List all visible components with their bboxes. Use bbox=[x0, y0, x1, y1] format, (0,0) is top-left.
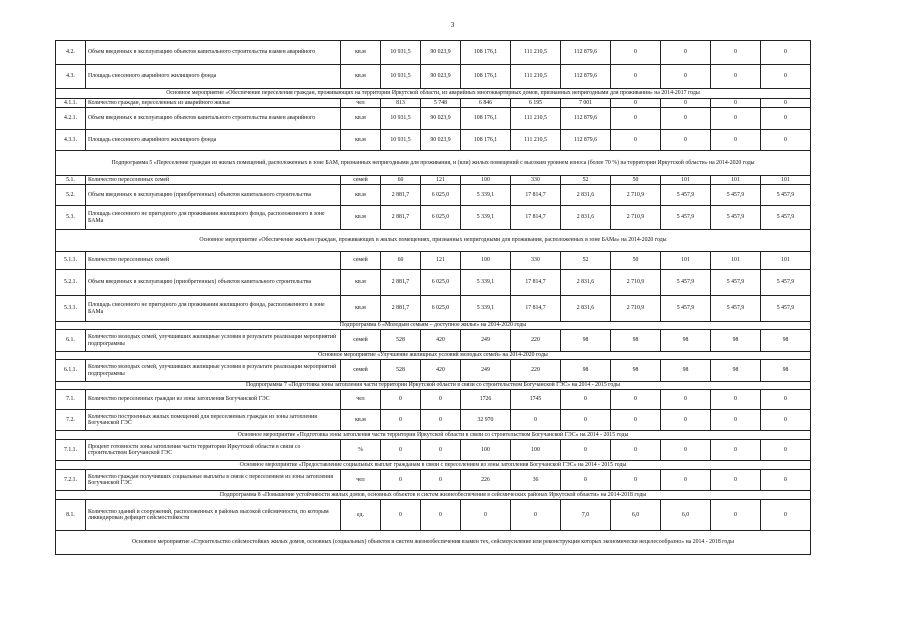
section-title: Основное мероприятие «Предоставление социальных выплат гражданам в связи с переселением из зоны затопления Богучанской ГЭС» на 2014 - 2015 годы bbox=[56, 461, 811, 470]
section-title: Основное мероприятие «Обеспечение жильем граждан, проживающих в жилых помещениях, признанных непригодными для проживания, расположенных в зоне БАМа» на 2014-2020 годы bbox=[56, 230, 811, 252]
unit-cell: кв.м bbox=[341, 270, 381, 296]
value-cell: 0 bbox=[661, 440, 711, 461]
value-cell: 101 bbox=[711, 252, 761, 270]
indicator-name: Количество построенных жилых помещений для переселяемых граждан из зоны затопления Богучанской ГЭС bbox=[86, 410, 341, 431]
value-cell: 60 bbox=[381, 176, 421, 185]
value-cell: 0 bbox=[711, 65, 761, 89]
value-cell: 0 bbox=[711, 440, 761, 461]
value-cell: 5 339,1 bbox=[461, 206, 511, 230]
section-header-row bbox=[56, 531, 811, 555]
section-title: Подпрограмма 6 «Молодым семьям – доступное жилье» на 2014-2020 годы bbox=[56, 322, 811, 330]
section-header-row bbox=[56, 491, 811, 500]
value-cell: 0 bbox=[421, 410, 461, 431]
value-cell: 17 814,7 bbox=[511, 296, 561, 322]
value-cell: 2 710,9 bbox=[611, 185, 661, 206]
value-cell: 226 bbox=[461, 470, 511, 491]
value-cell: 1745 bbox=[511, 390, 561, 410]
value-cell: 0 bbox=[711, 390, 761, 410]
value-cell: 6 025,0 bbox=[421, 206, 461, 230]
value-cell: 5 457,9 bbox=[661, 296, 711, 322]
value-cell: 0 bbox=[511, 410, 561, 431]
section-title: Основное мероприятие «Подготовка зоны затопления части территории Иркутской области в связи со строительством Богучанской ГЭС» на 2014 - 2015 годы bbox=[56, 431, 811, 440]
value-cell: 0 bbox=[761, 41, 811, 65]
section-title: Подпрограмма 7 «Подготовка зоны затопления части территории Иркутской области в связи со строительством Богучанской ГЭС» на 2014 - 2015 годы bbox=[56, 382, 811, 390]
value-cell: 0 bbox=[661, 390, 711, 410]
unit-cell: семей bbox=[341, 176, 381, 185]
table-row bbox=[56, 252, 811, 270]
value-cell: 98 bbox=[711, 360, 761, 382]
value-cell: 111 210,5 bbox=[511, 41, 561, 65]
value-cell: 2 831,6 bbox=[561, 270, 611, 296]
value-cell: 5 457,9 bbox=[761, 270, 811, 296]
value-cell: 98 bbox=[761, 330, 811, 352]
value-cell: 0 bbox=[561, 410, 611, 431]
row-number: 7.1.1. bbox=[56, 440, 86, 461]
value-cell: 2 710,9 bbox=[611, 296, 661, 322]
row-number: 4.3.1. bbox=[56, 130, 86, 151]
value-cell: 0 bbox=[761, 410, 811, 431]
value-cell: 7 001 bbox=[561, 99, 611, 108]
table-row bbox=[56, 296, 811, 322]
value-cell: 0 bbox=[711, 410, 761, 431]
table-row bbox=[56, 108, 811, 130]
value-cell: 98 bbox=[611, 360, 661, 382]
table-row bbox=[56, 176, 811, 185]
value-cell: 98 bbox=[711, 330, 761, 352]
value-cell: 17 814,7 bbox=[511, 206, 561, 230]
row-number: 4.1.1. bbox=[56, 99, 86, 108]
section-title: Подпрограмма 5 «Переселение граждан из жилых помещений, расположенных в зоне БАМ, признанных непригодными для проживания, и (или) жилых помещений с высоким уровнем износа (более 70 %) на территории Иркутской области» на 2014-2020 годы bbox=[56, 151, 811, 176]
unit-cell: чел bbox=[341, 390, 381, 410]
value-cell: 0 bbox=[561, 390, 611, 410]
value-cell: 6 025,0 bbox=[421, 296, 461, 322]
unit-cell: семей bbox=[341, 330, 381, 352]
section-header-row bbox=[56, 461, 811, 470]
value-cell: 5 339,1 bbox=[461, 296, 511, 322]
row-number: 7.1. bbox=[56, 390, 86, 410]
indicator-name: Количество переселенных граждан из зоны затопления Богучанской ГЭС bbox=[86, 390, 341, 410]
value-cell: 98 bbox=[611, 330, 661, 352]
table-row bbox=[56, 330, 811, 352]
section-header-row bbox=[56, 151, 811, 176]
value-cell: 0 bbox=[761, 500, 811, 531]
value-cell: 0 bbox=[381, 500, 421, 531]
value-cell: 6 025,0 bbox=[421, 185, 461, 206]
row-number: 7.2.1. bbox=[56, 470, 86, 491]
value-cell: 2 881,7 bbox=[381, 296, 421, 322]
value-cell: 0 bbox=[611, 390, 661, 410]
unit-cell: кв.м bbox=[341, 108, 381, 130]
value-cell: 0 bbox=[661, 65, 711, 89]
value-cell: 5 457,9 bbox=[711, 296, 761, 322]
value-cell: 0 bbox=[761, 440, 811, 461]
table-row bbox=[56, 390, 811, 410]
section-title: Подпрограмма 8 «Повышение устойчивости жилых домов, основных объектов и систем жизнеобеспечения в сейсмических районах Иркутской области» на 2014-2018 годы bbox=[56, 491, 811, 500]
row-number: 6.1. bbox=[56, 330, 86, 352]
value-cell: 108 176,1 bbox=[461, 108, 511, 130]
indicator-name: Объем введенных в эксплуатацию (приобретенных) объектов капитального строительства bbox=[86, 270, 341, 296]
section-header-row bbox=[56, 322, 811, 330]
value-cell: 101 bbox=[761, 176, 811, 185]
unit-cell: чел bbox=[341, 99, 381, 108]
value-cell: 17 814,7 bbox=[511, 185, 561, 206]
value-cell: 98 bbox=[761, 360, 811, 382]
value-cell: 121 bbox=[421, 252, 461, 270]
table-row bbox=[56, 470, 811, 491]
value-cell: 0 bbox=[661, 99, 711, 108]
value-cell: 249 bbox=[461, 330, 511, 352]
unit-cell: кв.м bbox=[341, 41, 381, 65]
value-cell: 220 bbox=[511, 330, 561, 352]
value-cell: 108 176,1 bbox=[461, 130, 511, 151]
value-cell: 100 bbox=[461, 440, 511, 461]
value-cell: 36 bbox=[511, 470, 561, 491]
indicator-name: Количество молодых семей, улучшивших жилищные условия в результате реализации мероприятий подпрограммы bbox=[86, 360, 341, 382]
value-cell: 249 bbox=[461, 360, 511, 382]
value-cell: 5 457,9 bbox=[661, 206, 711, 230]
value-cell: 0 bbox=[381, 440, 421, 461]
value-cell: 6,0 bbox=[611, 500, 661, 531]
value-cell: 98 bbox=[661, 360, 711, 382]
value-cell: 0 bbox=[381, 390, 421, 410]
value-cell: 0 bbox=[761, 108, 811, 130]
value-cell: 0 bbox=[461, 500, 511, 531]
indicator-name: Площадь снесенного аварийного жилищного фонда bbox=[86, 65, 341, 89]
value-cell: 0 bbox=[661, 108, 711, 130]
table-row bbox=[56, 130, 811, 151]
value-cell: 108 176,1 bbox=[461, 65, 511, 89]
unit-cell: чел bbox=[341, 470, 381, 491]
value-cell: 6,0 bbox=[661, 500, 711, 531]
value-cell: 0 bbox=[661, 410, 711, 431]
value-cell: 0 bbox=[561, 470, 611, 491]
value-cell: 528 bbox=[381, 330, 421, 352]
value-cell: 0 bbox=[421, 440, 461, 461]
value-cell: 112 879,6 bbox=[561, 130, 611, 151]
value-cell: 2 881,7 bbox=[381, 270, 421, 296]
value-cell: 0 bbox=[611, 65, 661, 89]
value-cell: 0 bbox=[381, 410, 421, 431]
value-cell: 0 bbox=[421, 500, 461, 531]
value-cell: 98 bbox=[561, 330, 611, 352]
value-cell: 0 bbox=[381, 470, 421, 491]
unit-cell: кв.м bbox=[341, 410, 381, 431]
value-cell: 0 bbox=[711, 130, 761, 151]
row-number: 4.3. bbox=[56, 65, 86, 89]
value-cell: 101 bbox=[661, 252, 711, 270]
value-cell: 0 bbox=[761, 65, 811, 89]
value-cell: 0 bbox=[611, 108, 661, 130]
indicator-name: Объем введенных в эксплуатацию объектов капитального строительства взамен аварийного bbox=[86, 41, 341, 65]
value-cell: 5 457,9 bbox=[761, 185, 811, 206]
unit-cell: % bbox=[341, 440, 381, 461]
value-cell: 5 457,9 bbox=[761, 296, 811, 322]
value-cell: 5 457,9 bbox=[711, 185, 761, 206]
unit-cell: кв.м bbox=[341, 206, 381, 230]
value-cell: 0 bbox=[711, 500, 761, 531]
value-cell: 0 bbox=[661, 130, 711, 151]
row-number: 5.2. bbox=[56, 185, 86, 206]
table-row bbox=[56, 440, 811, 461]
value-cell: 330 bbox=[511, 176, 561, 185]
table-row bbox=[56, 41, 811, 65]
unit-cell: семей bbox=[341, 360, 381, 382]
value-cell: 90 023,9 bbox=[421, 41, 461, 65]
row-number: 5.1. bbox=[56, 176, 86, 185]
value-cell: 2 831,6 bbox=[561, 185, 611, 206]
value-cell: 50 bbox=[611, 252, 661, 270]
row-number: 6.1.1. bbox=[56, 360, 86, 382]
value-cell: 0 bbox=[711, 99, 761, 108]
indicator-name: Количество граждан, переселенных из аварийного жилья bbox=[86, 99, 341, 108]
value-cell: 0 bbox=[611, 99, 661, 108]
value-cell: 112 879,6 bbox=[561, 41, 611, 65]
value-cell: 10 931,5 bbox=[381, 108, 421, 130]
value-cell: 2 710,9 bbox=[611, 206, 661, 230]
value-cell: 0 bbox=[661, 470, 711, 491]
value-cell: 2 881,7 bbox=[381, 185, 421, 206]
value-cell: 528 bbox=[381, 360, 421, 382]
value-cell: 10 931,5 bbox=[381, 65, 421, 89]
value-cell: 52 bbox=[561, 176, 611, 185]
value-cell: 111 210,5 bbox=[511, 108, 561, 130]
unit-cell: кв.м bbox=[341, 65, 381, 89]
table-row bbox=[56, 270, 811, 296]
value-cell: 0 bbox=[761, 470, 811, 491]
table-row bbox=[56, 500, 811, 531]
indicators-table bbox=[55, 40, 811, 555]
value-cell: 100 bbox=[461, 176, 511, 185]
value-cell: 32 970 bbox=[461, 410, 511, 431]
indicator-name: Объем введенных в эксплуатацию (приобретенных) объектов капитального строительства bbox=[86, 185, 341, 206]
value-cell: 100 bbox=[511, 440, 561, 461]
unit-cell: кв.м bbox=[341, 130, 381, 151]
row-number: 7.2. bbox=[56, 410, 86, 431]
value-cell: 0 bbox=[421, 470, 461, 491]
value-cell: 108 176,1 bbox=[461, 41, 511, 65]
value-cell: 0 bbox=[611, 41, 661, 65]
indicator-name: Площадь снесенного не пригодного для проживания жилищного фонда, расположенного в зоне БАМа bbox=[86, 206, 341, 230]
value-cell: 90 023,9 bbox=[421, 108, 461, 130]
table-row bbox=[56, 185, 811, 206]
value-cell: 17 814,7 bbox=[511, 270, 561, 296]
value-cell: 5 339,1 bbox=[461, 270, 511, 296]
value-cell: 101 bbox=[711, 176, 761, 185]
page-number: 3 bbox=[450, 21, 455, 29]
value-cell: 0 bbox=[711, 470, 761, 491]
section-header-row bbox=[56, 89, 811, 99]
section-header-row bbox=[56, 382, 811, 390]
table-row bbox=[56, 360, 811, 382]
row-number: 4.2. bbox=[56, 41, 86, 65]
value-cell: 112 879,6 bbox=[561, 65, 611, 89]
indicator-name: Площадь снесенного не пригодного для проживания жилищного фонда, расположенного в зоне БАМа bbox=[86, 296, 341, 322]
table-row bbox=[56, 206, 811, 230]
value-cell: 813 bbox=[381, 99, 421, 108]
indicator-name: Количество молодых семей, улучшивших жилищные условия в результате реализации мероприятий подпрограммы bbox=[86, 330, 341, 352]
value-cell: 6 846 bbox=[461, 99, 511, 108]
value-cell: 1726 bbox=[461, 390, 511, 410]
section-header-row bbox=[56, 352, 811, 360]
value-cell: 101 bbox=[661, 176, 711, 185]
value-cell: 420 bbox=[421, 330, 461, 352]
table-row bbox=[56, 410, 811, 431]
value-cell: 90 023,9 bbox=[421, 130, 461, 151]
indicator-name: Количество переселенных семей bbox=[86, 252, 341, 270]
indicator-name: Количество зданий и сооружений, расположенных в районах высокой сейсмичности, по которым ликвидирован дефицит сейсмостойкости bbox=[86, 500, 341, 531]
table-row bbox=[56, 65, 811, 89]
section-title: Основное мероприятие «Улучшение жилищных условий молодых семей» на 2014-2020 годы bbox=[56, 352, 811, 360]
section-title: Основное мероприятие «Строительство сейсмостойких жилых домов, основных (социальных) объектов и систем жизнеобеспечения взамен тех, сейсмоусиление или реконструкция которых экономически нецелесообразно» на 2014 - 2018 годы bbox=[56, 531, 811, 555]
value-cell: 112 879,6 bbox=[561, 108, 611, 130]
indicator-name: Количество переселенных семей bbox=[86, 176, 341, 185]
row-number: 4.2.1. bbox=[56, 108, 86, 130]
value-cell: 10 931,5 bbox=[381, 41, 421, 65]
value-cell: 0 bbox=[561, 440, 611, 461]
value-cell: 111 210,5 bbox=[511, 65, 561, 89]
value-cell: 2 881,7 bbox=[381, 206, 421, 230]
row-number: 5.3. bbox=[56, 206, 86, 230]
unit-cell: ед. bbox=[341, 500, 381, 531]
value-cell: 98 bbox=[561, 360, 611, 382]
value-cell: 0 bbox=[761, 390, 811, 410]
section-title: Основное мероприятие «Обеспечение переселения граждан, проживающих на территории Иркутской области, из аварийных многоквартирных домов, признанных непригодными для проживания» на 2014-2017 годы bbox=[56, 89, 811, 99]
row-number: 8.1. bbox=[56, 500, 86, 531]
value-cell: 90 023,9 bbox=[421, 65, 461, 89]
value-cell: 101 bbox=[761, 252, 811, 270]
section-header-row bbox=[56, 230, 811, 252]
value-cell: 60 bbox=[381, 252, 421, 270]
value-cell: 5 457,9 bbox=[711, 270, 761, 296]
unit-cell: семей bbox=[341, 252, 381, 270]
value-cell: 0 bbox=[761, 130, 811, 151]
value-cell: 0 bbox=[611, 410, 661, 431]
value-cell: 330 bbox=[511, 252, 561, 270]
row-number: 5.3.1. bbox=[56, 296, 86, 322]
value-cell: 10 931,5 bbox=[381, 130, 421, 151]
value-cell: 0 bbox=[711, 41, 761, 65]
value-cell: 50 bbox=[611, 176, 661, 185]
value-cell: 0 bbox=[761, 99, 811, 108]
value-cell: 100 bbox=[461, 252, 511, 270]
value-cell: 5 457,9 bbox=[761, 206, 811, 230]
value-cell: 52 bbox=[561, 252, 611, 270]
value-cell: 5 457,9 bbox=[711, 206, 761, 230]
value-cell: 111 210,5 bbox=[511, 130, 561, 151]
section-header-row bbox=[56, 431, 811, 440]
value-cell: 0 bbox=[611, 130, 661, 151]
value-cell: 0 bbox=[711, 108, 761, 130]
value-cell: 0 bbox=[611, 470, 661, 491]
value-cell: 5 457,9 bbox=[661, 185, 711, 206]
value-cell: 0 bbox=[661, 41, 711, 65]
value-cell: 121 bbox=[421, 176, 461, 185]
indicator-name: Площадь снесенного аварийного жилищного фонда bbox=[86, 130, 341, 151]
value-cell: 5 457,9 bbox=[661, 270, 711, 296]
value-cell: 2 831,6 bbox=[561, 206, 611, 230]
value-cell: 5 748 bbox=[421, 99, 461, 108]
value-cell: 0 bbox=[611, 440, 661, 461]
value-cell: 6 195 bbox=[511, 99, 561, 108]
value-cell: 420 bbox=[421, 360, 461, 382]
value-cell: 5 339,1 bbox=[461, 185, 511, 206]
value-cell: 98 bbox=[661, 330, 711, 352]
value-cell: 0 bbox=[511, 500, 561, 531]
value-cell: 6 025,0 bbox=[421, 270, 461, 296]
row-number: 5.1.1. bbox=[56, 252, 86, 270]
indicator-name: Объем введенных в эксплуатацию объектов капитального строительства взамен аварийного bbox=[86, 108, 341, 130]
value-cell: 2 831,6 bbox=[561, 296, 611, 322]
value-cell: 7,0 bbox=[561, 500, 611, 531]
value-cell: 2 710,9 bbox=[611, 270, 661, 296]
indicator-name: Процент готовности зоны затопления части территории Иркутской области в связи со строительством Богучанской ГЭС bbox=[86, 440, 341, 461]
table-row bbox=[56, 99, 811, 108]
unit-cell: кв.м bbox=[341, 185, 381, 206]
row-number: 5.2.1. bbox=[56, 270, 86, 296]
value-cell: 0 bbox=[421, 390, 461, 410]
indicator-name: Количество граждан получивших социальные выплаты в связи с переселением из зоны затопления Богучанской ГЭС bbox=[86, 470, 341, 491]
value-cell: 220 bbox=[511, 360, 561, 382]
unit-cell: кв.м bbox=[341, 296, 381, 322]
